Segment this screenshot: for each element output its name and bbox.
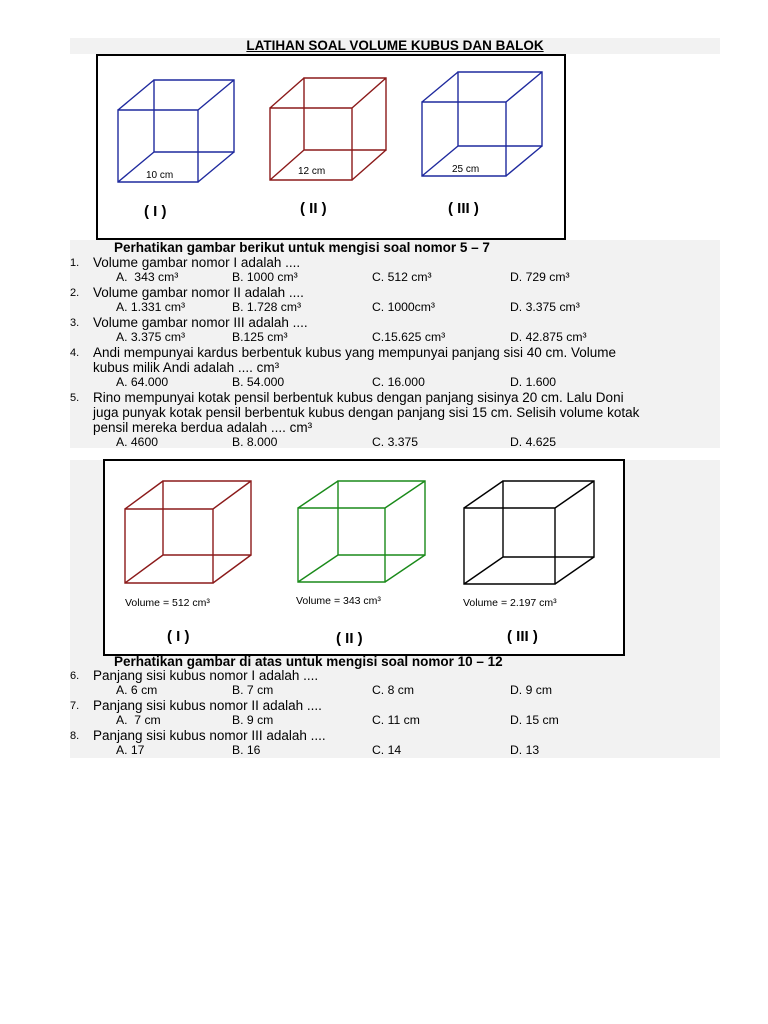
answer-option-c: C. 11 cm [372,713,420,727]
figure-2 [103,459,625,656]
cube-6-wireframe [464,481,594,584]
question-number: 2. [70,287,80,299]
answer-option-a: A. 64.000 [116,375,169,389]
cube-3-label: 25 cm [452,164,480,175]
answer-option-d: D. 1.600 [510,375,557,389]
answer-option-b: B.125 cm³ [232,330,288,344]
question-text: Panjang sisi kubus nomor III adalah .... [93,728,326,743]
question-text: Panjang sisi kubus nomor I adalah .... [93,668,319,683]
cube-4 [125,481,251,645]
answer-option-a: A. 6 cm [116,683,158,697]
question-text: Rino mempunyai kotak pensil berbentuk kubus dengan panjang sisinya 20 cm. Lalu Doni [93,390,624,405]
question-number: 7. [70,700,80,712]
cube-1-wireframe [118,80,234,182]
cube-5 [296,481,425,647]
cube-4-wireframe [125,481,251,583]
answer-option-a: A. 343 cm³ [116,270,179,284]
answer-option-a: A. 17 [116,743,145,757]
cube-6-roman: ( III ) [507,628,538,645]
question-text: Volume gambar nomor I adalah .... [93,255,301,270]
cube-4-label: Volume = 512 cm³ [125,597,210,609]
answer-option-d: D. 9 cm [510,683,552,697]
answer-option-c: C. 3.375 [372,435,419,449]
answer-option-b: B. 9 cm [232,713,274,727]
question-text: Volume gambar nomor II adalah .... [93,285,304,300]
cube-5-label: Volume = 343 cm³ [296,595,381,607]
answer-option-c: C. 14 [372,743,402,757]
answer-option-d: D. 15 cm [510,713,559,727]
question-number: 5. [70,392,80,404]
cube-5-roman: ( II ) [336,630,363,647]
answer-option-c: C. 8 cm [372,683,414,697]
answer-option-b: B. 8.000 [232,435,278,449]
answer-option-a: A. 7 cm [116,713,161,727]
cube-2-label: 12 cm [298,166,326,177]
cube-3-roman: ( III ) [448,200,479,217]
question-number: 8. [70,730,80,742]
question-number: 4. [70,347,80,359]
answer-option-c: C. 16.000 [372,375,425,389]
answer-option-d: D. 3.375 cm³ [510,300,580,314]
question-text: pensil mereka berdua adalah .... cm³ [93,420,313,435]
question-number: 6. [70,670,80,682]
answer-option-d: D. 729 cm³ [510,270,570,284]
cube-6 [463,481,594,645]
answer-option-c: C. 512 cm³ [372,270,432,284]
cube-4-roman: ( I ) [167,628,190,645]
cube-5-wireframe [298,481,425,582]
figure-2-cubes [105,461,623,654]
page-title: LATIHAN SOAL VOLUME KUBUS DAN BALOK [246,38,544,53]
question-text: juga punyak kotak pensil berbentuk kubus dengan panjang sisi 15 cm. Selisih volume kotak [93,405,640,420]
cube-6-label: Volume = 2.197 cm³ [463,597,557,609]
cube-2 [270,78,386,217]
answer-option-d: D. 13 [510,743,540,757]
answer-option-c: C. 1000cm³ [372,300,435,314]
answer-option-b: B. 7 cm [232,683,274,697]
answer-option-a: A. 1.331 cm³ [116,300,186,314]
cube-2-roman: ( II ) [300,200,327,217]
instruction-2: Perhatikan gambar di atas untuk mengisi soal nomor 10 – 12 [114,654,503,669]
question-text: Panjang sisi kubus nomor II adalah .... [93,698,322,713]
answer-option-b: B. 1.728 cm³ [232,300,302,314]
cube-1-roman: ( I ) [144,203,167,220]
question-number: 1. [70,257,80,269]
answer-option-d: D. 4.625 [510,435,557,449]
answer-option-a: A. 4600 [116,435,159,449]
instruction-1: Perhatikan gambar berikut untuk mengisi soal nomor 5 – 7 [114,240,490,255]
cube-2-wireframe [270,78,386,180]
question-text: Andi mempunyai kardus berbentuk kubus yang mempunyai panjang sisi 40 cm. Volume [93,345,617,360]
figure-1-cubes [98,56,564,238]
cube-3 [422,72,542,217]
cube-1-label: 10 cm [146,170,174,181]
question-number: 3. [70,317,80,329]
cube-3-wireframe [422,72,542,176]
answer-option-c: C.15.625 cm³ [372,330,446,344]
answer-option-b: B. 54.000 [232,375,285,389]
answer-option-d: D. 42.875 cm³ [510,330,587,344]
answer-option-a: A. 3.375 cm³ [116,330,186,344]
answer-option-b: B. 16 [232,743,261,757]
question-text: Volume gambar nomor III adalah .... [93,315,308,330]
question-text: kubus milik Andi adalah .... cm³ [93,360,280,375]
answer-option-b: B. 1000 cm³ [232,270,298,284]
cube-1 [118,80,234,220]
figure-1 [96,54,566,240]
